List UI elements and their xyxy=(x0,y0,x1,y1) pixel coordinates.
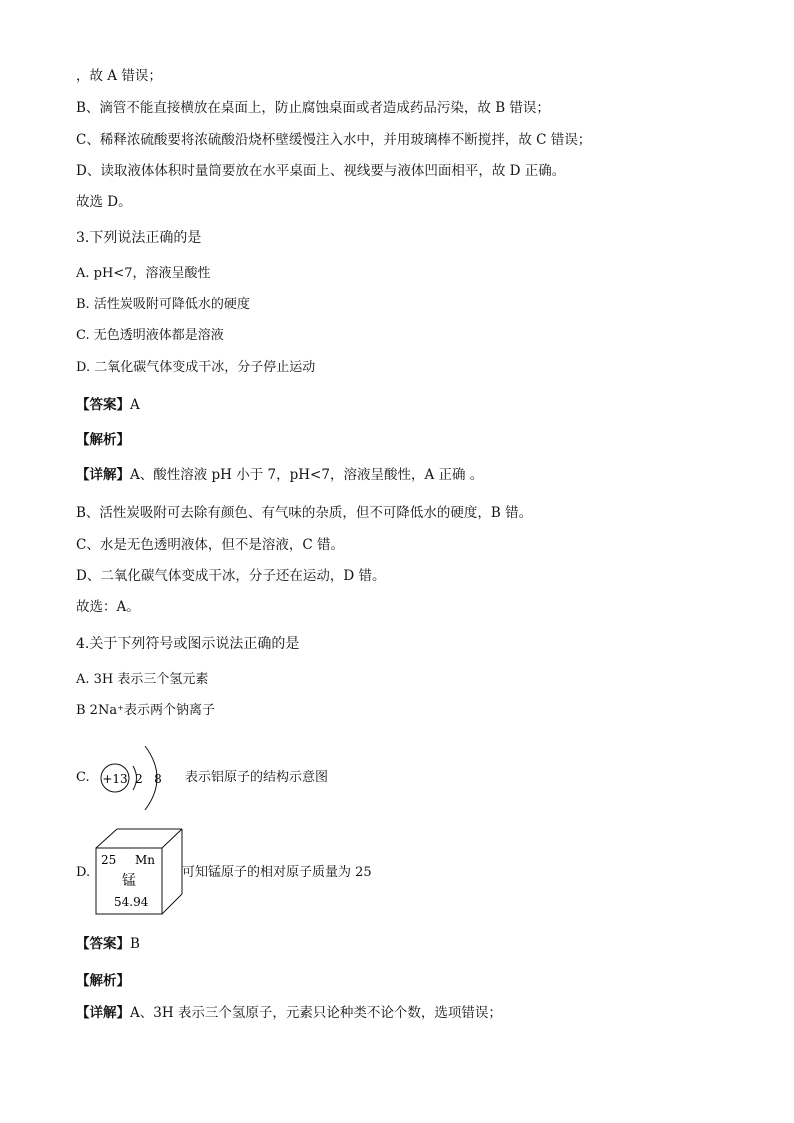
atomic-mass: 54.94 xyxy=(114,895,149,909)
text-line: C、水是无色透明液体，但不是溶液，C 错。 xyxy=(76,537,344,553)
option-d-text: 可知锰原子的相对原子质量为 25 xyxy=(182,865,372,880)
answer-line xyxy=(76,396,140,414)
option-d: D. 二氧化碳气体变成干冰，分子停止运动 xyxy=(76,360,316,375)
detail-line xyxy=(76,1004,502,1022)
text-line: 故选 D。 xyxy=(76,194,132,210)
periodic-element-cell xyxy=(95,828,185,916)
detail-line xyxy=(76,466,483,484)
text-line: D、读取液体体积时量筒要放在水平桌面上、视线要与液体凹面相平，故 D 正确。 xyxy=(76,163,566,179)
option-c-label: C. xyxy=(76,770,90,785)
option-c-text: 表示铝原子的结构示意图 xyxy=(185,770,329,785)
option-c: C. 无色透明液体都是溶液 xyxy=(76,328,224,343)
text-line: B、滴管不能直接横放在桌面上，防止腐蚀桌面或者造成药品污染，故 B 错误； xyxy=(76,100,550,116)
detail-text: A、酸性溶液 pH 小于 7，pH<7，溶液呈酸性，A 正确 。 xyxy=(130,467,484,483)
conclusion: 故选：A。 xyxy=(76,599,140,615)
text-line: C、稀释浓硫酸要将浓硫酸沿烧杯壁缓慢注入水中，并用玻璃棒不断搅拌，故 C 错误； xyxy=(76,132,592,148)
shell-2-count: 8 xyxy=(154,772,162,786)
question-stem: 4.关于下列符号或图示说法正确的是 xyxy=(76,636,300,652)
answer-tag: 【答案】 xyxy=(76,936,130,952)
detail-tag: 【详解】 xyxy=(76,1005,130,1021)
analysis-tag: 【解析】 xyxy=(76,973,130,989)
option-d-label: D. xyxy=(76,865,91,880)
text-line: B、活性炭吸附可去除有颜色、有气味的杂质，但不可降低水的硬度，B 错。 xyxy=(76,505,533,521)
question-stem: 3.下列说法正确的是 xyxy=(76,230,202,246)
option-a: A. pH<7，溶液呈酸性 xyxy=(76,266,211,281)
answer-line xyxy=(76,935,140,953)
answer-value: B xyxy=(130,936,140,952)
detail-text: A、3H 表示三个氢原子，元素只论种类不论个数，选项错误； xyxy=(130,1005,502,1021)
text-line: D、二氧化碳气体变成干冰，分子还在运动，D 错。 xyxy=(76,568,386,584)
atomic-number: 25 xyxy=(101,853,117,867)
detail-tag: 【详解】 xyxy=(76,467,130,483)
analysis-tag: 【解析】 xyxy=(76,432,130,448)
text-line: ，故 A 错误； xyxy=(76,68,162,84)
element-name: 锰 xyxy=(122,873,136,889)
option-b: B 2Na⁺表示两个钠离子 xyxy=(76,703,215,718)
answer-value: A xyxy=(130,397,140,413)
nucleus-charge: +13 xyxy=(102,772,128,786)
element-symbol: Mn xyxy=(135,853,156,867)
atom-structure-diagram xyxy=(95,740,175,816)
option-b: B. 活性炭吸附可降低水的硬度 xyxy=(76,297,250,312)
option-a: A. 3H 表示三个氢元素 xyxy=(76,672,209,687)
answer-tag: 【答案】 xyxy=(76,397,130,413)
shell-1-count: 2 xyxy=(135,772,143,786)
